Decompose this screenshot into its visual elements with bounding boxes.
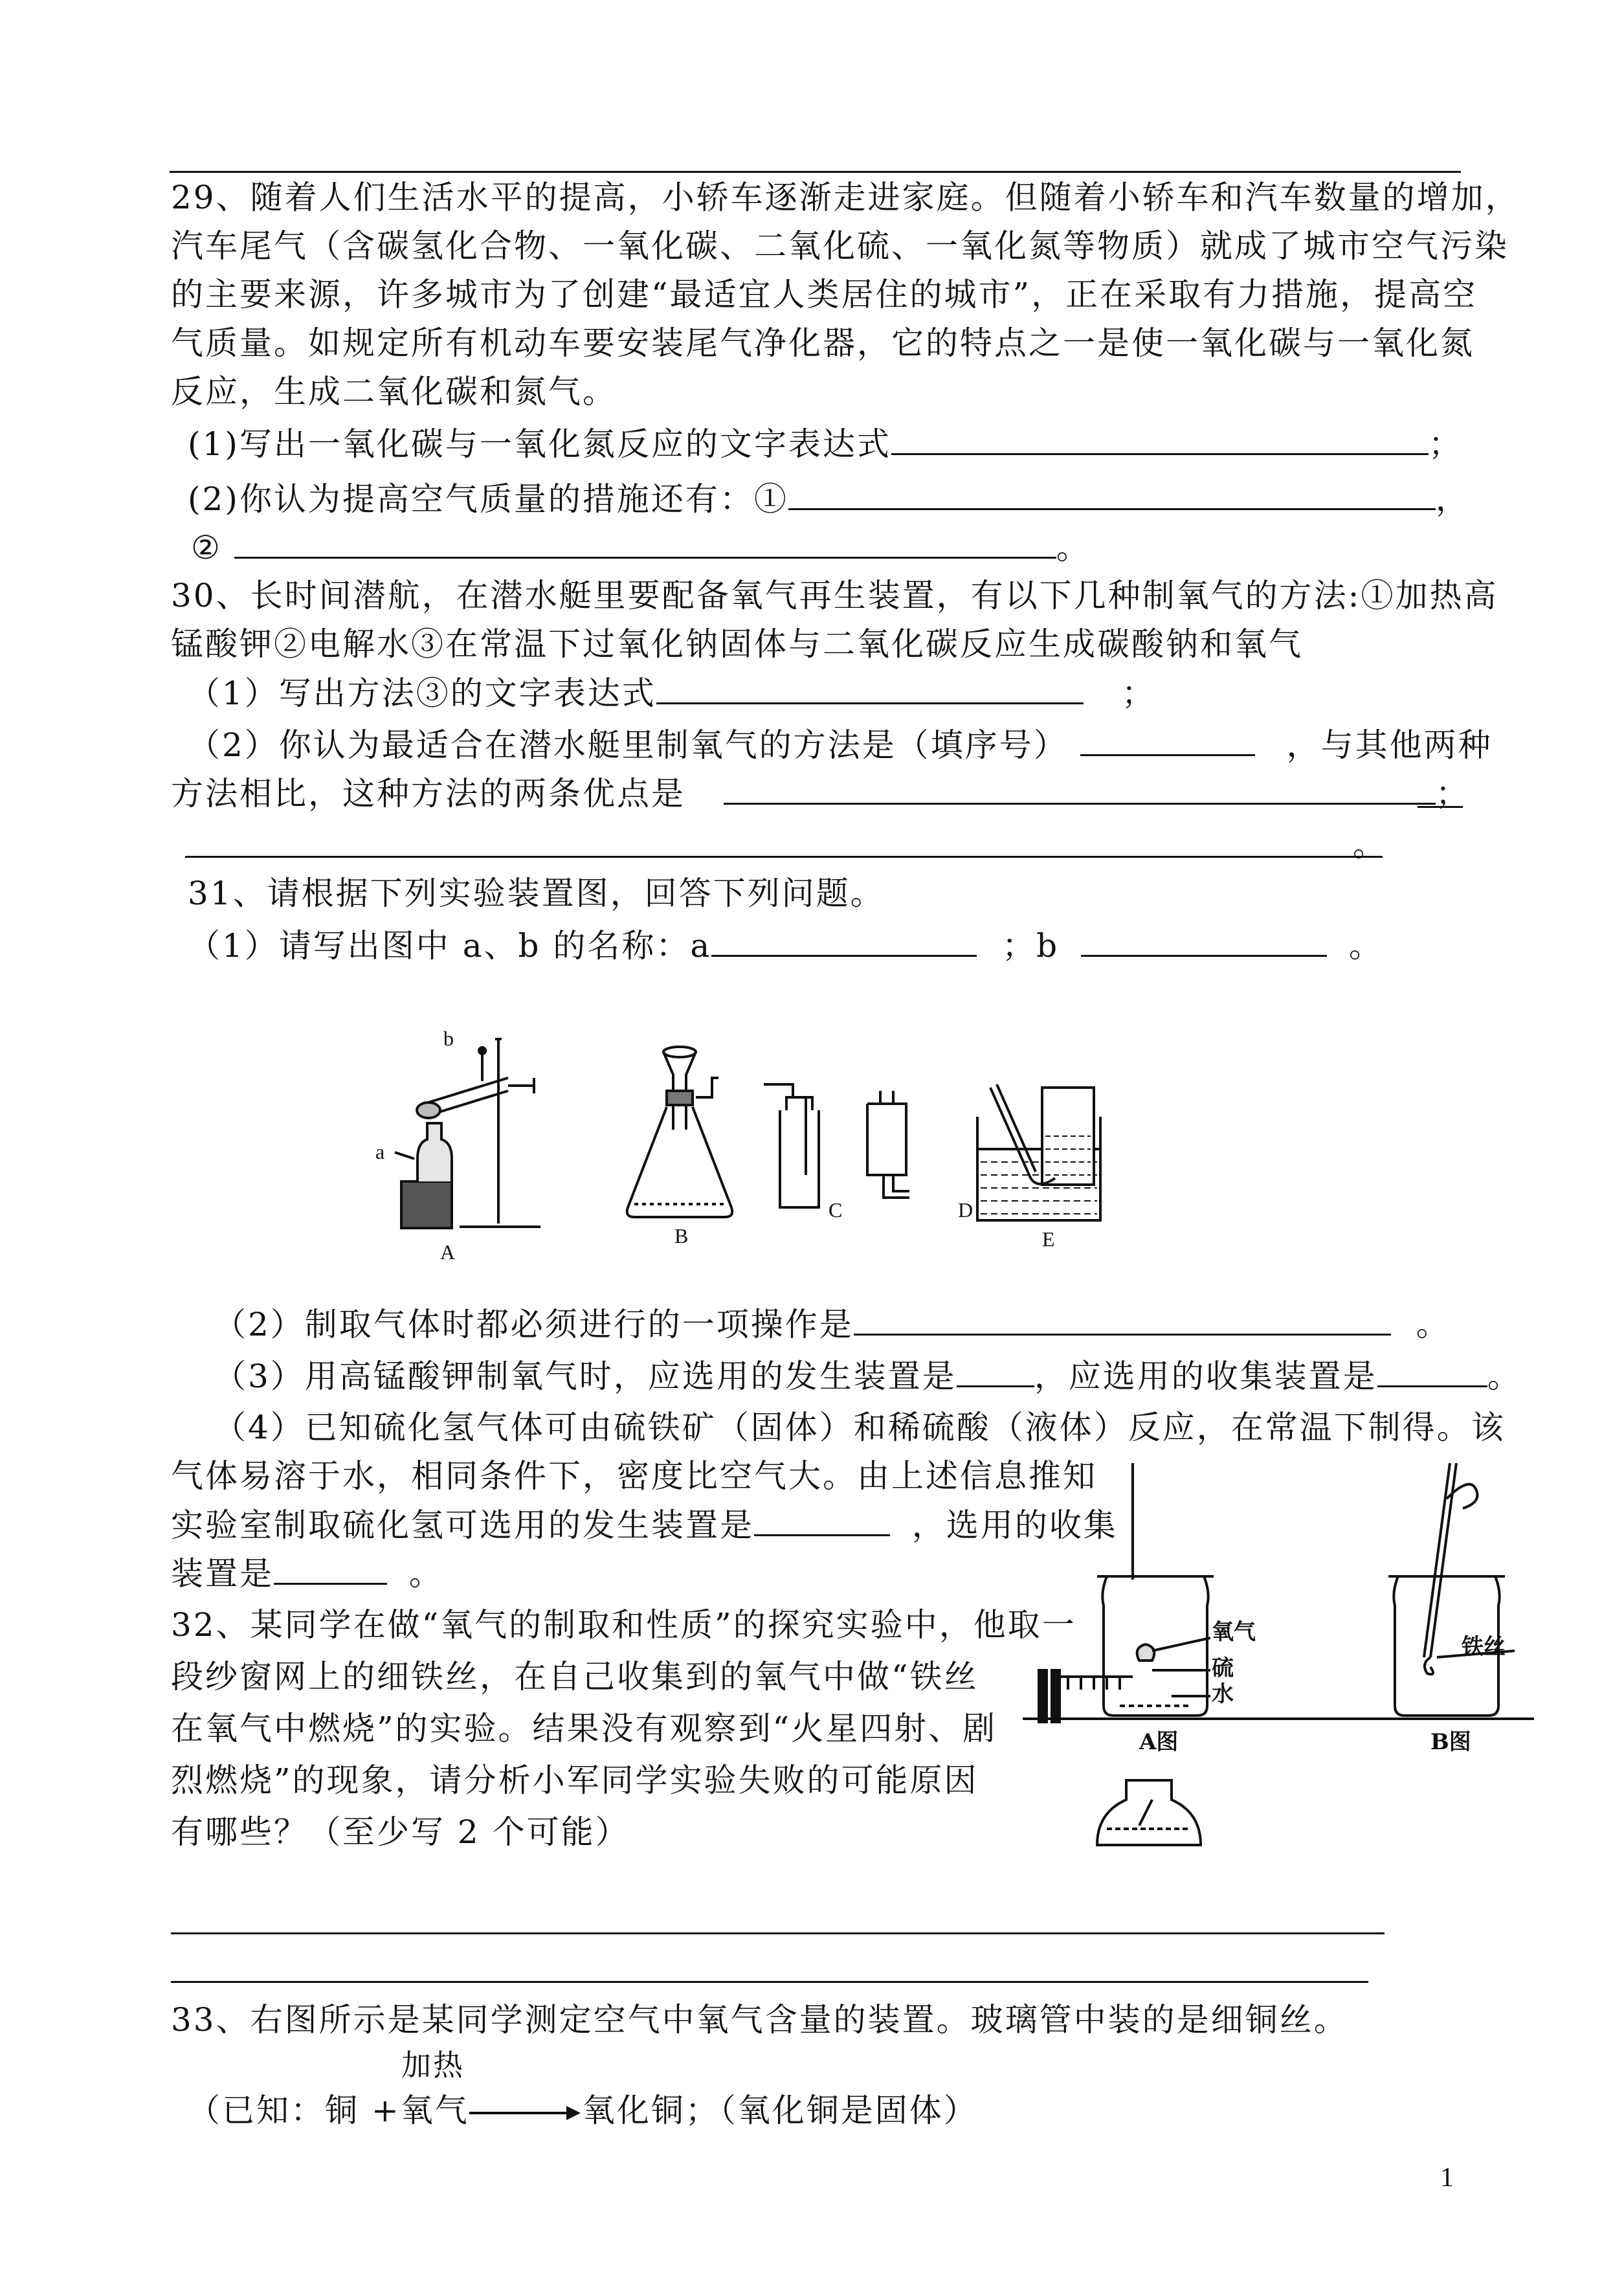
q29-stem-line-2: 汽车尾气（含碳氢化合物、一氧化碳、二氧化硫、一氧化氮等物质）就成了城市空气污染 — [171, 227, 1509, 265]
q29-part2b-marker: ② — [191, 529, 222, 566]
q31-part1 — [188, 923, 1383, 968]
q29-part2b — [191, 524, 1091, 570]
q31-part3-mid: ，应选用的收集装置是 — [1034, 1358, 1377, 1395]
q31-part4-coll-text: 装置是 — [171, 1555, 274, 1593]
q31-part3-blank-2[interactable] — [1377, 1353, 1487, 1387]
q31-part2-end: 。 — [1416, 1306, 1451, 1343]
q30-part2-answer-blank[interactable] — [1080, 722, 1255, 756]
apparatus-a — [395, 1039, 540, 1228]
q31-part3 — [214, 1353, 1522, 1399]
fig-label-figure-b: B图 — [1430, 1729, 1471, 1755]
q31-part4-line-4 — [171, 1550, 443, 1596]
reaction-arrow-icon — [469, 2103, 583, 2123]
q29-part1 — [188, 421, 1463, 467]
q32-stem-line-3: 在氧气中燃烧”的实验。结果没有观察到“火星四射、剧 — [171, 1710, 997, 1747]
top-rule — [170, 171, 1461, 173]
q32-stem-line-5: 有哪些？（至少写 2 个可能） — [171, 1813, 630, 1851]
fig-label-a-part: a — [375, 1140, 385, 1163]
q31-part2-blank[interactable] — [854, 1301, 1391, 1336]
apparatus-e — [977, 1084, 1100, 1220]
apparatus-b — [627, 1047, 733, 1217]
q30-part1-text: （1）写出方法③的文字表达式 — [188, 675, 656, 712]
fig-label-A: A — [440, 1240, 456, 1264]
q30-stem-line-2: 锰酸钾②电解水③在常温下过氧化钠固体与二氧化碳反应生成碳酸钠和氧气 — [171, 625, 1303, 663]
q32-stem-line-4: 烈燃烧”的现象，请分析小军同学实验失败的可能原因 — [171, 1762, 979, 1799]
fig-label-water: 水 — [1212, 1681, 1234, 1707]
fig-label-sulfur: 硫 — [1212, 1655, 1234, 1681]
q29-stem-line-1: 29、随着人们生活水平的提高，小轿车逐渐走进家庭。但随着小轿车和汽车数量的增加， — [171, 179, 1520, 216]
q33-heat-condition: 加热 — [401, 2048, 465, 2083]
apparatus-c — [764, 1084, 819, 1207]
q33-known — [188, 2088, 978, 2133]
q31-part3-blank-1[interactable] — [957, 1353, 1034, 1387]
q30-advantage-blank-1[interactable] — [724, 770, 1436, 805]
q30-part2c-end: 。 — [1353, 826, 1387, 864]
q29-stem-line-5: 反应，生成二氧化碳和氮气。 — [171, 373, 617, 410]
q31-part2 — [214, 1301, 1451, 1347]
q30-stem-line-1: 30、长时间潜航，在潜水艇里要配备氧气再生装置，有以下几种制氧气的方法:①加热高 — [171, 577, 1498, 614]
q31-b-blank[interactable] — [1081, 923, 1327, 957]
q31-part1-mid: ；b — [1002, 927, 1060, 965]
q31-part4-gen-blank[interactable] — [754, 1502, 890, 1536]
q31-part4-line-2: 气体易溶于水，相同条件下，密度比空气大。由上述信息推知 — [171, 1457, 1097, 1495]
q33-known-prefix: （已知：铜 +氧气 — [188, 2092, 469, 2129]
q32-answer-line-2[interactable] — [171, 1981, 1368, 1983]
q31-stem: 31、请根据下列实验装置图，回答下列问题。 — [188, 875, 885, 912]
q29-part1-text: (1)写出一氧化碳与一氧化氮反应的文字表达式 — [188, 425, 891, 463]
q29-stem-line-4: 气质量。如规定所有机动车要安装尾气净化器，它的特点之一是使一氧化碳与一氧化氮 — [171, 324, 1474, 362]
fig-label-B: B — [674, 1224, 689, 1247]
fig-label-D: D — [958, 1198, 973, 1222]
combustion-figure — [1023, 1463, 1534, 1851]
q29-part2-end: ， — [1435, 480, 1470, 518]
q29-part1-answer-blank[interactable] — [891, 421, 1429, 455]
q31-part1-text: （1）请写出图中 a、b 的名称：a — [188, 927, 712, 965]
q30-part2b-end: ； — [1435, 775, 1470, 812]
q32-stem-line-1: 32、某同学在做“氧气的制取和性质”的探究实验中，他取一 — [171, 1606, 1076, 1644]
fig-label-b-part: b — [443, 1027, 454, 1050]
q29-part1-end: ； — [1428, 425, 1463, 463]
q30-part1-end: ； — [1121, 675, 1156, 712]
q33-known-suffix: 氧化铜；（氧化铜是固体） — [582, 2092, 978, 2129]
q30-part1 — [188, 670, 1156, 716]
q30-part2-mid: ，与其他两种 — [1286, 726, 1493, 764]
q30-part2-text: （2）你认为最适合在潜水艇里制氧气的方法是（填序号） — [188, 726, 1068, 764]
q29-part2-text: (2)你认为提高空气质量的措施还有：① — [188, 480, 788, 518]
q29-part2-answer-blank-1[interactable] — [788, 476, 1436, 510]
q31-part1-end: 。 — [1348, 927, 1383, 965]
q29-part2 — [188, 476, 1470, 522]
fig-label-C: C — [829, 1198, 843, 1222]
q31-a-blank[interactable] — [711, 923, 977, 957]
fig-label-oxygen: 氧气 — [1212, 1619, 1256, 1645]
q30-part2b-text: 方法相比，这种方法的两条优点是 — [171, 775, 685, 812]
q30-part2 — [188, 722, 1493, 768]
q31-part3-text: （3）用高锰酸钾制氧气时，应选用的发生装置是 — [214, 1358, 957, 1395]
q31-part2-text: （2）制取气体时都必须进行的一项操作是 — [214, 1306, 854, 1343]
q33-stem: 33、右图所示是某同学测定空气中氧气含量的装置。玻璃管中装的是细铜丝。 — [171, 2001, 1348, 2039]
apparatus-d — [867, 1091, 909, 1198]
q30-part2b — [171, 770, 1470, 816]
fig-label-figure-a: A图 — [1139, 1729, 1179, 1755]
q29-part2b-end: 。 — [1056, 529, 1091, 566]
q31-part4-mid: ，选用的收集 — [911, 1506, 1118, 1544]
q32-stem-line-2: 段纱窗网上的细铁丝，在自己收集到的氧气中做“铁丝 — [171, 1658, 979, 1695]
q30-part1-answer-blank[interactable] — [656, 670, 1084, 704]
q32-answer-line-1[interactable] — [171, 1932, 1385, 1934]
q30-advantage-blank-1-underline-tail — [1418, 806, 1463, 808]
page-number: 1 — [1440, 2163, 1454, 2193]
q31-part3-end: 。 — [1487, 1358, 1522, 1395]
q31-part4-line-1: （4）已知硫化氢气体可由硫铁矿（固体）和稀硫酸（液体）反应，在常温下制得。该 — [214, 1409, 1506, 1446]
q29-stem-line-3: 的主要来源，许多城市为了创建“最适宜人类居住的城市”，正在采取有力措施，提高空 — [171, 276, 1478, 313]
fig-label-E: E — [1042, 1227, 1055, 1251]
fig-label-iron-wire: 铁丝 — [1462, 1634, 1506, 1660]
q31-part4-line-3 — [171, 1502, 1118, 1548]
q31-part4-end: 。 — [408, 1555, 443, 1593]
q31-part4-coll-blank[interactable] — [274, 1550, 387, 1585]
q30-advantage-blank-2[interactable] — [185, 856, 1383, 858]
q29-part2-answer-blank-2[interactable] — [234, 524, 1056, 559]
apparatus-figure — [369, 1026, 1275, 1272]
q31-part4-gen-text: 实验室制取硫化氢可选用的发生装置是 — [171, 1506, 754, 1544]
